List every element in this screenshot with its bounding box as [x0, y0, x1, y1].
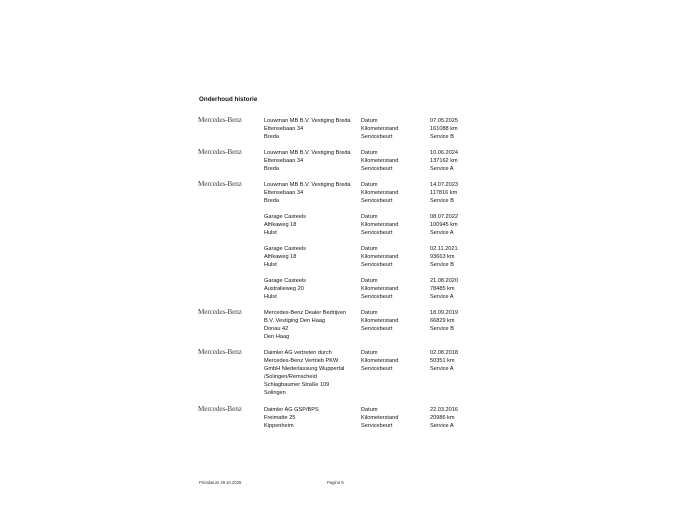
label-kilometerstand: Kilometerstand — [361, 358, 399, 365]
label-servicebeurt: Servicebeurt — [361, 423, 393, 430]
dealer-line: Den Haag — [264, 334, 290, 341]
dealer-line: B.V. Vestiging Den Haag — [264, 318, 326, 325]
field-values — [430, 213, 458, 237]
dealer-address — [264, 309, 364, 341]
field-values — [430, 245, 458, 269]
label-datum: Datum — [361, 310, 378, 316]
dealer-address — [264, 245, 364, 269]
dealer-line: Mercedes-Benz Dealer Bedrijven — [264, 310, 347, 316]
dealer-line: GmbH Niederlassung Wuppertal — [264, 366, 345, 373]
value-service: Service A — [430, 366, 454, 373]
dealer-line: Mercedes-Benz Vertrieb PKW — [264, 358, 339, 365]
dealer-line: Louwman MB B.V. Vestiging Breda — [264, 150, 351, 156]
dealer-line: Hulst — [264, 262, 277, 269]
value-date: 10.06.2024 — [430, 150, 458, 156]
field-labels — [361, 149, 398, 173]
label-datum: Datum — [361, 118, 378, 124]
value-date: 07.05.2025 — [430, 118, 458, 124]
dealer-line: Hulst — [264, 294, 277, 301]
dealer-line: Daimler AG vertreten durch — [264, 350, 332, 356]
field-labels — [361, 181, 398, 205]
value-mileage: 100945 km — [430, 222, 458, 229]
field-values — [430, 277, 458, 301]
dealer-line: Australieweg 20 — [264, 286, 304, 293]
dealer-address — [264, 149, 364, 173]
value-date: 14.07.2023 — [430, 182, 458, 188]
label-datum: Datum — [361, 150, 378, 156]
value-mileage: 20986 km — [430, 415, 455, 422]
section-title: Onderhoud historie — [199, 96, 258, 103]
value-date: 02.08.2018 — [430, 350, 458, 356]
value-service: Service B — [430, 262, 454, 269]
label-datum: Datum — [361, 214, 378, 220]
value-mileage: 78485 km — [430, 286, 455, 293]
field-values — [430, 117, 458, 141]
mercedes-benz-logo: Mercedes-Benz — [198, 348, 242, 356]
label-servicebeurt: Servicebeurt — [361, 230, 393, 237]
value-date: 08.07.2022 — [430, 214, 458, 220]
value-service: Service B — [430, 326, 454, 333]
label-datum: Datum — [361, 407, 378, 413]
mercedes-benz-logo: Mercedes-Benz — [198, 180, 242, 188]
dealer-line: /Solingen/Remscheid — [264, 374, 317, 381]
dealer-line: Afrikaweg 18 — [264, 222, 297, 229]
label-kilometerstand: Kilometerstand — [361, 254, 399, 261]
value-service: Service B — [430, 134, 454, 141]
label-kilometerstand: Kilometerstand — [361, 318, 399, 325]
mercedes-benz-logo: Mercedes-Benz — [198, 405, 242, 413]
value-mileage: 50351 km — [430, 358, 455, 365]
dealer-line: Louwman MB B.V. Vestiging Breda — [264, 118, 351, 124]
mercedes-benz-logo: Mercedes-Benz — [198, 308, 242, 316]
label-datum: Datum — [361, 182, 378, 188]
value-date: 18.09.2019 — [430, 310, 458, 316]
dealer-line: Louwman MB B.V. Vestiging Breda — [264, 182, 351, 188]
value-date: 22.03.2016 — [430, 407, 458, 413]
value-mileage: 66829 km — [430, 318, 455, 325]
value-service: Service B — [430, 198, 454, 205]
field-labels — [361, 349, 398, 373]
value-mileage: 161088 km — [430, 126, 458, 133]
field-labels — [361, 277, 398, 301]
label-servicebeurt: Servicebeurt — [361, 366, 393, 373]
dealer-address — [264, 213, 364, 237]
dealer-line: Freimatte 25 — [264, 415, 296, 422]
dealer-line: Garage Casteels — [264, 214, 306, 220]
label-kilometerstand: Kilometerstand — [361, 126, 399, 133]
label-datum: Datum — [361, 246, 378, 252]
field-values — [430, 181, 458, 205]
label-servicebeurt: Servicebeurt — [361, 198, 393, 205]
field-labels — [361, 245, 398, 269]
dealer-line: Breda — [264, 166, 279, 173]
label-kilometerstand: Kilometerstand — [361, 158, 399, 165]
label-datum: Datum — [361, 350, 378, 356]
label-servicebeurt: Servicebeurt — [361, 262, 393, 269]
dealer-line: Daimler AG GSP/BPS — [264, 407, 319, 413]
value-service: Service A — [430, 423, 454, 430]
dealer-line: Afrikaweg 18 — [264, 254, 297, 261]
field-values — [430, 309, 458, 333]
label-servicebeurt: Servicebeurt — [361, 166, 393, 173]
page-number: Pagina 9 — [327, 480, 344, 485]
value-date: 21.08.2020 — [430, 278, 458, 284]
field-values — [430, 149, 458, 173]
dealer-line: Ettensebaan 34 — [264, 126, 304, 133]
print-date: Printdatum 29.10.2025 — [199, 480, 242, 485]
value-service: Service A — [430, 294, 454, 301]
label-servicebeurt: Servicebeurt — [361, 134, 393, 141]
value-date: 02.11.2021 — [430, 246, 458, 252]
dealer-line: Garage Casteels — [264, 278, 306, 284]
mercedes-benz-logo: Mercedes-Benz — [198, 148, 242, 156]
dealer-line: Garage Casteels — [264, 246, 306, 252]
dealer-address — [264, 117, 364, 141]
dealer-line: Donau 42 — [264, 326, 289, 333]
field-values — [430, 349, 458, 373]
dealer-line: Ettensebaan 34 — [264, 190, 304, 197]
field-values — [430, 406, 458, 430]
field-labels — [361, 213, 398, 237]
field-labels — [361, 117, 398, 141]
dealer-line: Ettensebaan 34 — [264, 158, 304, 165]
dealer-address — [264, 277, 364, 301]
label-kilometerstand: Kilometerstand — [361, 190, 399, 197]
label-kilometerstand: Kilometerstand — [361, 415, 399, 422]
label-servicebeurt: Servicebeurt — [361, 294, 393, 301]
value-service: Service A — [430, 166, 454, 173]
dealer-line: Solingen — [264, 390, 286, 397]
dealer-line: Breda — [264, 134, 279, 141]
label-servicebeurt: Servicebeurt — [361, 326, 393, 333]
value-mileage: 137162 km — [430, 158, 458, 165]
dealer-address — [264, 181, 364, 205]
dealer-line: Breda — [264, 198, 279, 205]
dealer-line: Hulst — [264, 230, 277, 237]
label-kilometerstand: Kilometerstand — [361, 222, 399, 229]
mercedes-benz-logo: Mercedes-Benz — [198, 116, 242, 124]
field-labels — [361, 309, 398, 333]
value-mileage: 117816 km — [430, 190, 458, 197]
value-mileage: 93663 km — [430, 254, 455, 261]
field-labels — [361, 406, 398, 430]
value-service: Service A — [430, 230, 454, 237]
dealer-address — [264, 406, 364, 430]
dealer-line: Schlagbaumer Straße 109 — [264, 382, 330, 389]
dealer-address — [264, 349, 364, 398]
dealer-line: Kippenheim — [264, 423, 294, 430]
label-datum: Datum — [361, 278, 378, 284]
label-kilometerstand: Kilometerstand — [361, 286, 399, 293]
